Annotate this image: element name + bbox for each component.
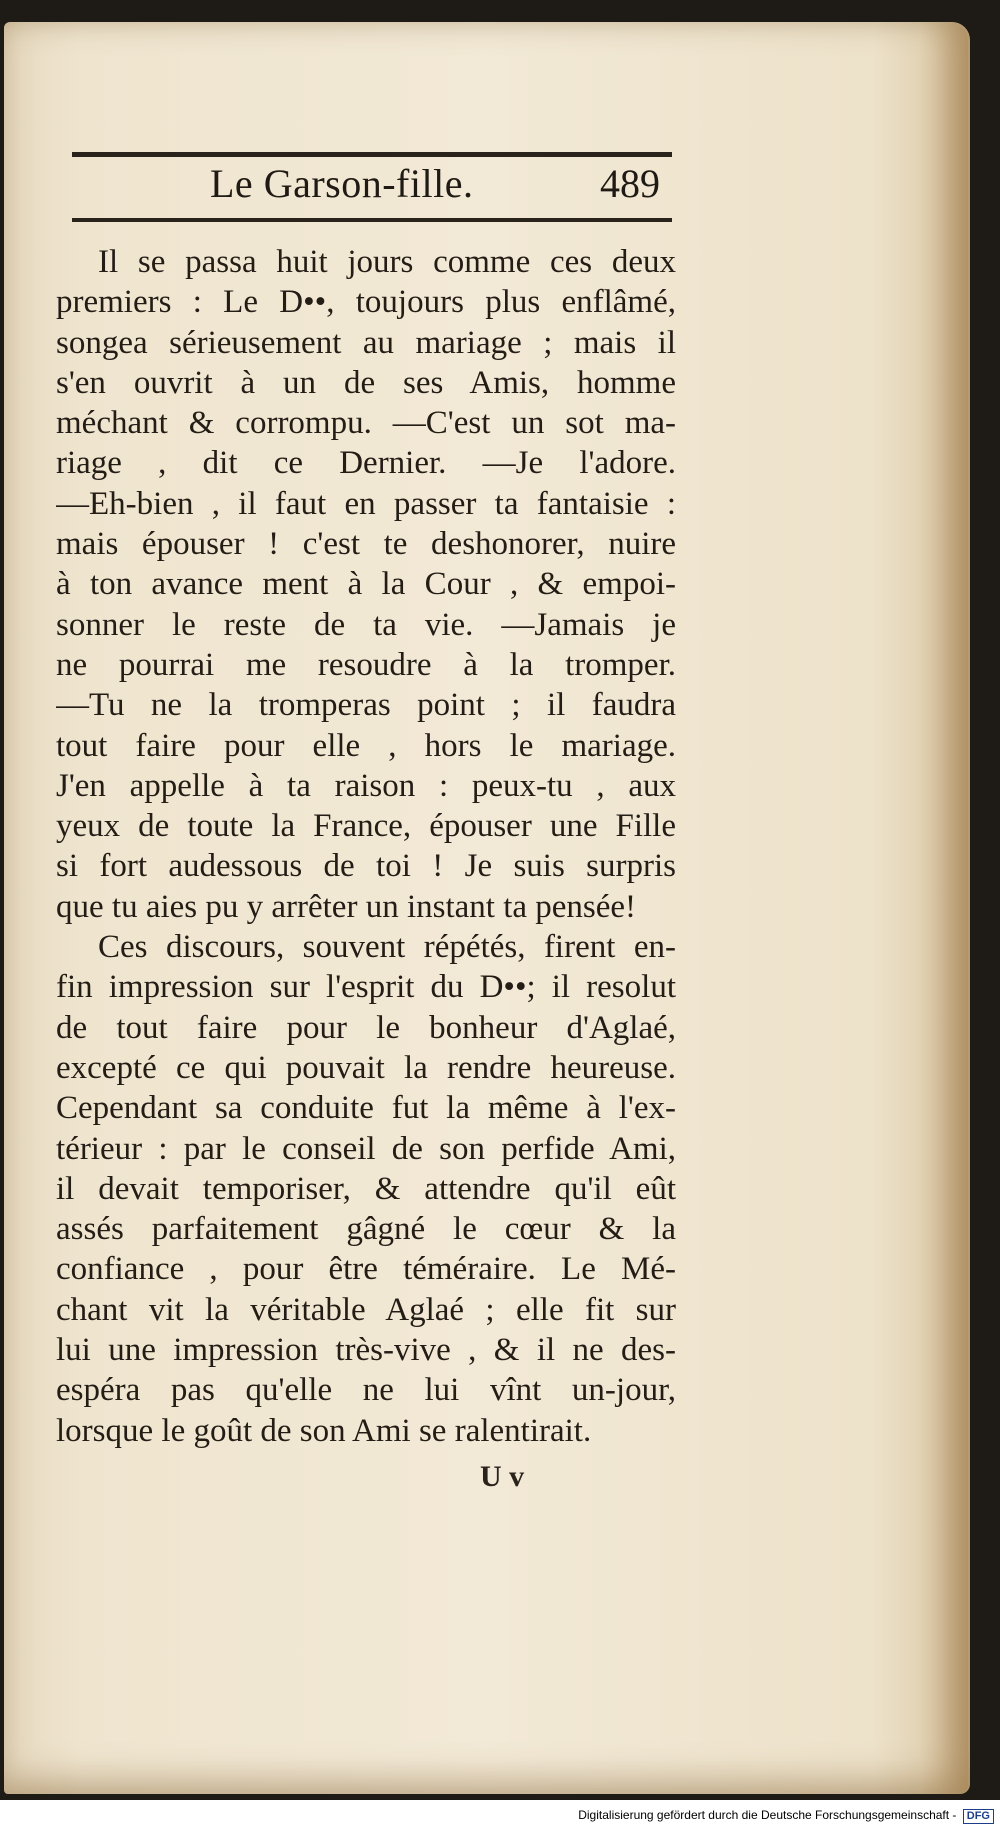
footer-credit — [578, 1808, 994, 1824]
text-line: Cependant sa conduite fut la même à l'ex- — [56, 1090, 676, 1127]
text-line: —Eh-bien , il faut en passer ta fantaisie : — [56, 485, 676, 522]
text-line: que tu aies pu y arrêter un instant ta pensée! — [56, 888, 637, 925]
text-line: Ces discours, souvent répétés, firent en- — [98, 929, 676, 966]
footer-credit-text: Digitalisierung gefördert durch die Deutsche Forschungsgemeinschaft - — [578, 1808, 957, 1822]
text-line: méchant & corrompu. —C'est un sot ma- — [56, 405, 676, 442]
text-line: lui une impression très-vive , & il ne des- — [56, 1332, 676, 1369]
dfg-logo-icon: DFG — [963, 1809, 994, 1824]
text-line: si fort audessous de toi ! Je suis surpris — [56, 848, 676, 885]
page-edge-shadow — [920, 22, 968, 1794]
text-line: térieur : par le conseil de son perfide Ami, — [56, 1130, 676, 1167]
text-line: à ton avance ment à la Cour , & empoi- — [56, 566, 676, 603]
text-line: lorsque le goût de son Ami se ralentirait. — [56, 1412, 592, 1449]
text-line: J'en appelle à ta raison : peux-tu , aux — [56, 767, 676, 804]
text-line: sonner le reste de ta vie. —Jamais je — [56, 606, 676, 643]
text-line: de tout faire pour le bonheur d'Aglaé, — [56, 1009, 676, 1046]
text-line: fin impression sur l'esprit du D••; il resolut — [56, 969, 676, 1006]
text-line: confiance , pour être téméraire. Le Mé- — [56, 1251, 676, 1288]
text-line: excepté ce qui pouvait la rendre heureuse. — [56, 1049, 676, 1086]
text-line: ne pourrai me resoudre à la tromper. — [56, 646, 676, 683]
text-line: assés parfaitement gâgné le cœur & la — [56, 1211, 676, 1248]
text-line: espéra pas qu'elle ne lui vînt un-jour, — [56, 1372, 676, 1409]
page-number: 489 — [600, 161, 660, 206]
text-line: songea sérieusement au mariage ; mais il — [56, 324, 676, 361]
text-line: premiers : Le D••, toujours plus enflâmé, — [56, 284, 676, 321]
text-line: riage , dit ce Dernier. —Je l'adore. — [56, 445, 676, 482]
body-text — [56, 242, 676, 1451]
text-line: il devait temporiser, & attendre qu'il eût — [56, 1170, 676, 1207]
text-line: s'en ouvrit à un de ses Amis, homme — [56, 364, 676, 401]
text-line: —Tu ne la tromperas point ; il faudra — [56, 687, 676, 724]
text-line: tout faire pour elle , hors le mariage. — [56, 727, 676, 764]
signature-mark: U v — [480, 1460, 525, 1493]
text-line: Il se passa huit jours comme ces deux — [98, 244, 676, 280]
text-line: yeux de toute la France, épouser une Fille — [56, 808, 676, 845]
header-rule-bottom — [72, 218, 672, 222]
running-title: Le Garson-fille. — [210, 161, 474, 206]
text-line: mais épouser ! c'est te deshonorer, nuire — [56, 526, 676, 563]
text-line: chant vit la véritable Aglaé ; elle fit sur — [56, 1291, 676, 1328]
header-rule-top — [72, 152, 672, 157]
